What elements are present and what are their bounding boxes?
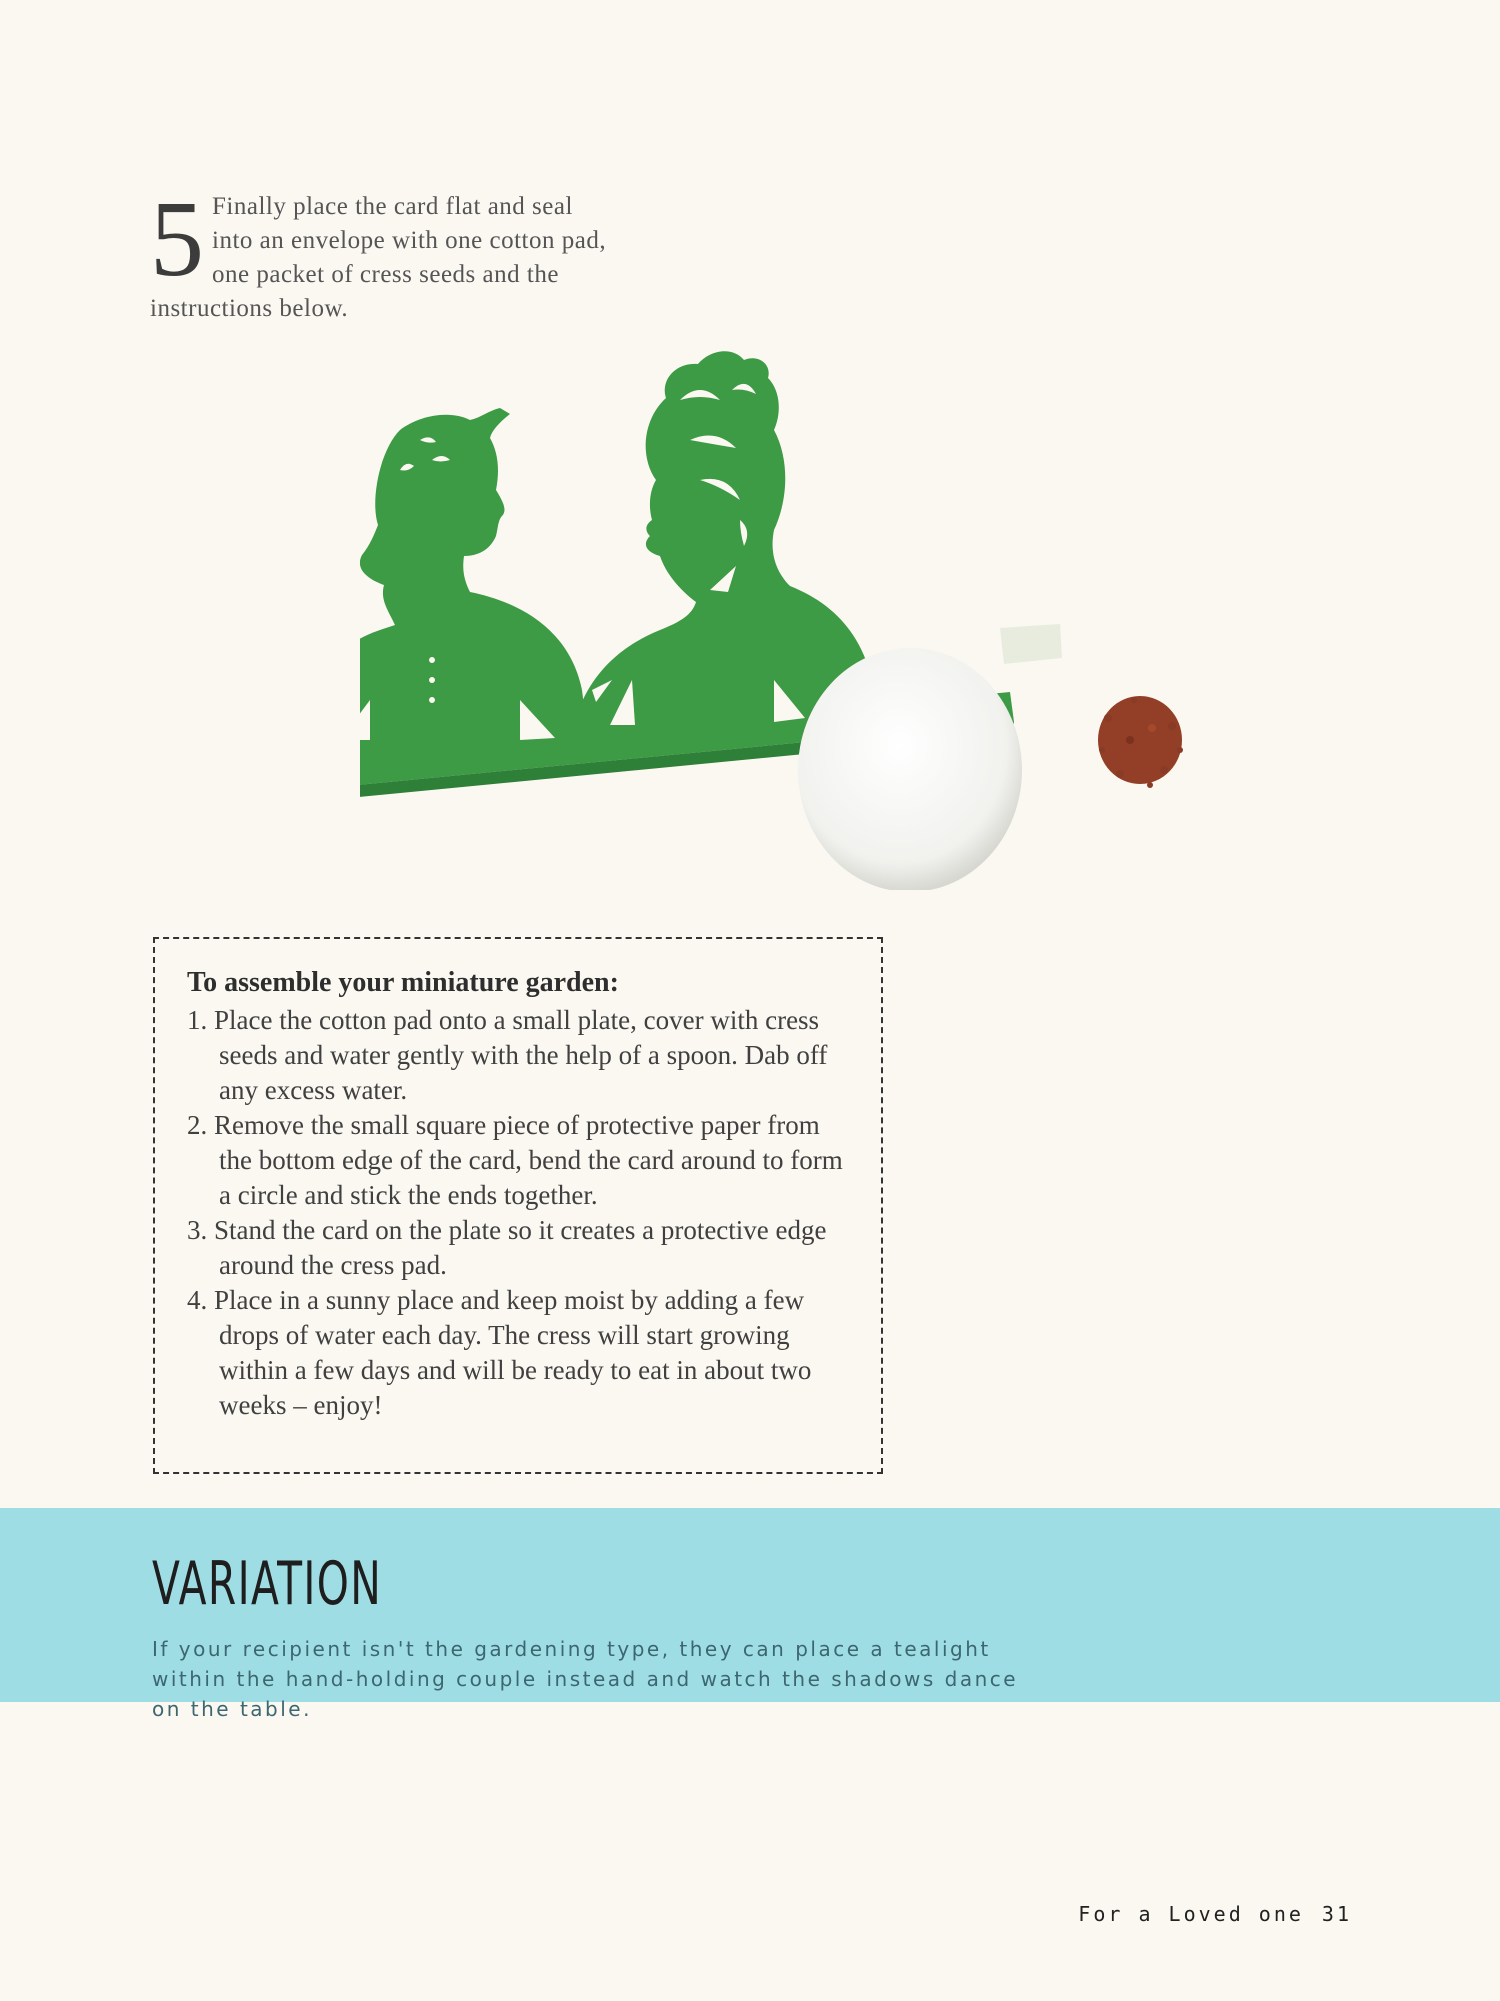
instructions-title: To assemble your miniature garden:: [187, 967, 619, 998]
couple-card-illustration: [360, 330, 1280, 890]
instruction-item: 1. Place the cotton pad onto a small plate, cover with cress seeds and water gently with the help of a spoon. Dab off any excess water.: [187, 1005, 828, 1105]
page-number: 31: [1321, 1902, 1352, 1926]
protective-paper: [1000, 624, 1062, 664]
cress-seeds: [1098, 696, 1183, 788]
step-number: 5: [150, 180, 204, 299]
cotton-pad: [798, 648, 1022, 890]
variation-title: VARIATION: [152, 1549, 383, 1619]
instruction-item: 4. Place in a sunny place and keep moist by adding a few drops of water each day. The cress will start growing within a few days and will be ready to eat in about two weeks – enjoy!: [187, 1285, 812, 1420]
variation-content: [152, 1548, 1052, 1744]
instructions-list: [187, 1003, 855, 1423]
instruction-item: 2. Remove the small square piece of protective paper from the bottom edge of the card, bend the card around to form a circle and stick the ends together.: [187, 1110, 843, 1210]
assembly-instructions-box: [153, 937, 883, 1474]
step-text: Finally place the card flat and seal into an envelope with one cotton pad, one packet of cress seeds and the instructions below.: [150, 193, 607, 322]
page-footer: [1078, 1902, 1352, 1926]
variation-text: If your recipient isn't the gardening type, they can place a tealight within the hand-holding couple instead and watch the shadows dance on the table.: [152, 1637, 1019, 1721]
instruction-item: 3. Stand the card on the plate so it creates a protective edge around the cress pad.: [187, 1215, 827, 1280]
footer-section-title: For a Loved one: [1078, 1902, 1304, 1926]
step-5: [150, 180, 610, 326]
man-silhouette: [360, 408, 590, 770]
